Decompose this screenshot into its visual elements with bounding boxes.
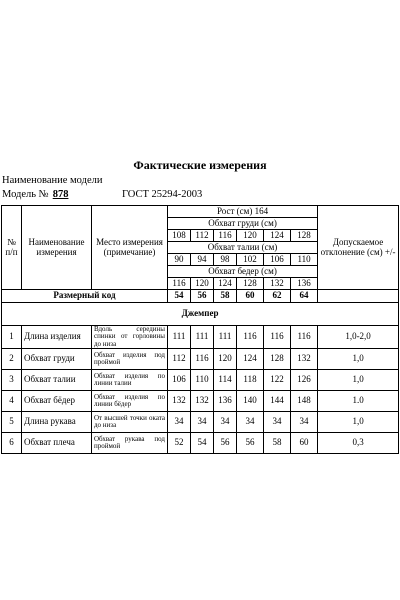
row-value: 106	[168, 370, 191, 391]
row-value: 111	[168, 326, 191, 349]
col-name-header: Наименование измерения	[22, 206, 92, 290]
model-name-label: Наименование модели	[2, 175, 103, 186]
size-code: 54	[168, 290, 191, 303]
size-code: 58	[214, 290, 237, 303]
model-label: Модель №	[2, 189, 49, 200]
row-value: 132	[191, 391, 214, 412]
size-code: 64	[291, 290, 318, 303]
row-value: 128	[264, 349, 291, 370]
size-code: 56	[191, 290, 214, 303]
row-number: 4	[2, 391, 22, 412]
chest-header: Обхват груди (см)	[168, 218, 318, 230]
row-value: 140	[237, 391, 264, 412]
hips-header: Обхват бедер (см)	[168, 266, 318, 278]
col-np-header: № п/п	[2, 206, 22, 290]
table-row	[2, 326, 399, 349]
row-value: 118	[237, 370, 264, 391]
row-value: 148	[291, 391, 318, 412]
model-line	[2, 189, 203, 200]
row-value: 34	[237, 412, 264, 433]
row-number: 3	[2, 370, 22, 391]
waist-value: 106	[264, 254, 291, 266]
row-place: Обхват рукава под проймой	[92, 433, 168, 454]
row-name: Обхват груди	[22, 349, 92, 370]
waist-value: 98	[214, 254, 237, 266]
table-row	[2, 412, 399, 433]
page-title: Фактические измерения	[133, 158, 267, 172]
row-name: Обхват плеча	[22, 433, 92, 454]
row-value: 124	[237, 349, 264, 370]
hips-value: 116	[168, 278, 191, 290]
row-place: Обхват изделия по линии талии	[92, 370, 168, 391]
row-name: Обхват талии	[22, 370, 92, 391]
row-value: 116	[291, 326, 318, 349]
model-number: 878	[52, 189, 69, 200]
row-value: 52	[168, 433, 191, 454]
row-number: 1	[2, 326, 22, 349]
row-value: 112	[168, 349, 191, 370]
row-value: 126	[291, 370, 318, 391]
chest-value: 112	[191, 230, 214, 242]
row-tolerance: 1.0	[318, 391, 399, 412]
row-place: Обхват изделия по линии бёдер	[92, 391, 168, 412]
row-value: 116	[191, 349, 214, 370]
table-row	[2, 370, 399, 391]
size-code: 60	[237, 290, 264, 303]
empty-cell	[318, 290, 399, 303]
row-value: 114	[214, 370, 237, 391]
row-value: 34	[191, 412, 214, 433]
row-value: 34	[214, 412, 237, 433]
measurements-table	[1, 205, 399, 454]
row-value: 60	[291, 433, 318, 454]
waist-value: 110	[291, 254, 318, 266]
row-value: 116	[264, 326, 291, 349]
waist-value: 90	[168, 254, 191, 266]
row-tolerance: 1,0-2,0	[318, 326, 399, 349]
waist-value: 94	[191, 254, 214, 266]
chest-value: 128	[291, 230, 318, 242]
row-value: 111	[214, 326, 237, 349]
row-number: 6	[2, 433, 22, 454]
table-row	[2, 433, 399, 454]
row-value: 122	[264, 370, 291, 391]
table-row	[2, 391, 399, 412]
row-value: 132	[291, 349, 318, 370]
row-value: 54	[191, 433, 214, 454]
row-number: 5	[2, 412, 22, 433]
row-tolerance: 1,0	[318, 349, 399, 370]
chest-value: 116	[214, 230, 237, 242]
row-value: 34	[168, 412, 191, 433]
size-code: 62	[264, 290, 291, 303]
row-name: Длина изделия	[22, 326, 92, 349]
chest-value: 108	[168, 230, 191, 242]
row-tolerance: 1,0	[318, 370, 399, 391]
row-value: 110	[191, 370, 214, 391]
hips-value: 124	[214, 278, 237, 290]
section-title: Джемпер	[2, 303, 399, 326]
row-value: 136	[214, 391, 237, 412]
table-row	[2, 349, 399, 370]
gost-label: ГОСТ 25294-2003	[122, 189, 203, 200]
row-tolerance: 0,3	[318, 433, 399, 454]
col-tolerance-header: Допускаемое отклонение (см) +/-	[318, 206, 399, 290]
row-value: 144	[264, 391, 291, 412]
chest-value: 124	[264, 230, 291, 242]
row-place: От высшей точки оката до низа	[92, 412, 168, 433]
row-value: 56	[237, 433, 264, 454]
hips-value: 120	[191, 278, 214, 290]
row-value: 132	[168, 391, 191, 412]
waist-value: 102	[237, 254, 264, 266]
col-place-header: Место измерения (примечание)	[92, 206, 168, 290]
row-name: Длина рукава	[22, 412, 92, 433]
row-number: 2	[2, 349, 22, 370]
hips-value: 132	[264, 278, 291, 290]
hips-value: 136	[291, 278, 318, 290]
row-value: 116	[237, 326, 264, 349]
height-header: Рост (см) 164	[168, 206, 318, 218]
row-name: Обхват бёдер	[22, 391, 92, 412]
chest-value: 120	[237, 230, 264, 242]
row-value: 111	[191, 326, 214, 349]
size-code-label: Размерный код	[2, 290, 168, 303]
waist-header: Обхват талии (см)	[168, 242, 318, 254]
row-tolerance: 1,0	[318, 412, 399, 433]
row-value: 120	[214, 349, 237, 370]
row-place: Обхват изделия под проймой	[92, 349, 168, 370]
row-place: Вдоль середины спинки от горловины до низа	[92, 326, 168, 349]
row-value: 34	[264, 412, 291, 433]
row-value: 56	[214, 433, 237, 454]
hips-value: 128	[237, 278, 264, 290]
row-value: 58	[264, 433, 291, 454]
row-value: 34	[291, 412, 318, 433]
